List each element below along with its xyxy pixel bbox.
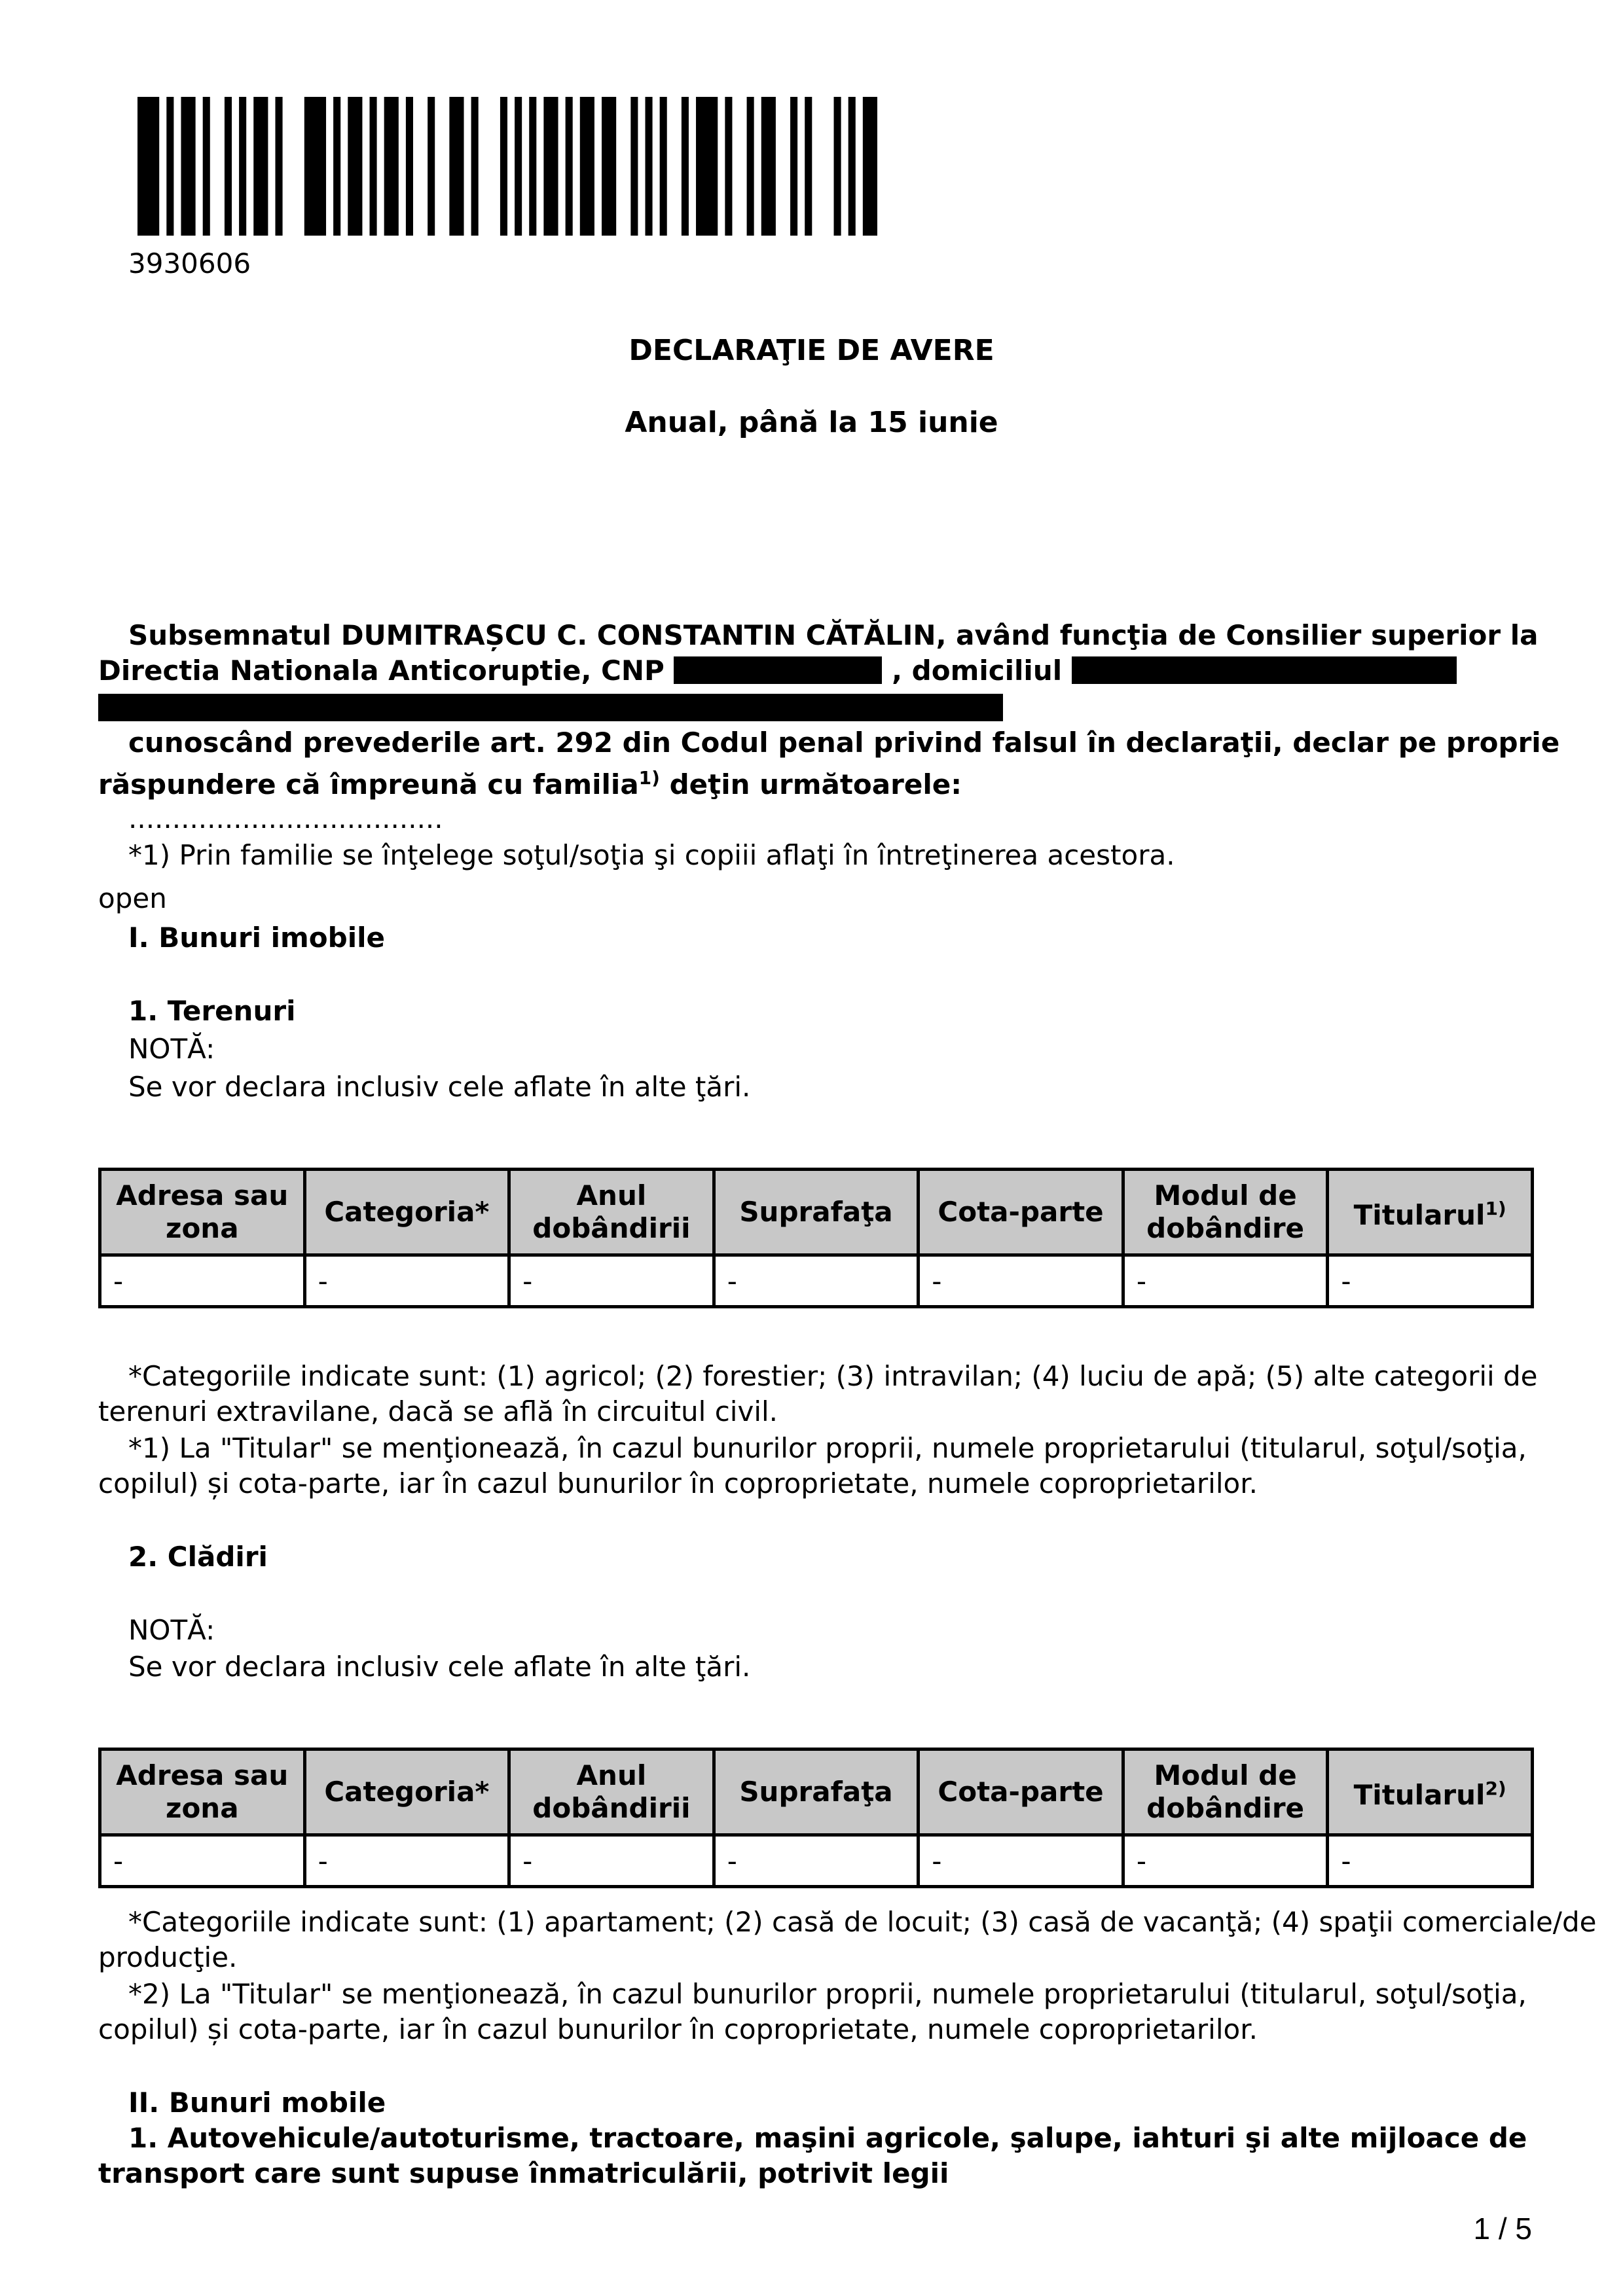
intro-line-3: cunoscând prevederile art. 292 din Codul penal privind falsul în declaraţii, declar pe proprie xyxy=(128,726,1560,759)
barcode-bar xyxy=(406,97,413,236)
barcode-bar xyxy=(543,97,558,236)
column-header: Adresa sau zona xyxy=(100,1749,305,1835)
table-cell: - xyxy=(919,1835,1123,1887)
barcode-bar xyxy=(225,97,232,236)
barcode-bar xyxy=(304,97,326,236)
table-cell: - xyxy=(100,1255,305,1307)
terenuri-note-text: Se vor declara inclusiv cele aflate în alte ţări. xyxy=(128,1071,751,1103)
cladiri-categories-footnote: *Categoriile indicate sunt: (1) apartament; (2) casă de locuit; (3) casă de vacanţă; (4) spaţii comerciale/de xyxy=(128,1906,1597,1938)
barcode-bar xyxy=(747,97,754,236)
barcode-bar xyxy=(645,97,652,236)
barcode-bar xyxy=(275,97,282,236)
barcode-bar xyxy=(471,97,479,236)
barcode-bar xyxy=(253,97,268,236)
cladiri-titular-footnote: *2) La "Titular" se menţionează, în cazul bunurilor proprii, numele proprietarului (titularul, soţul/soţia, xyxy=(128,1978,1527,2010)
column-header: Suprafaţa xyxy=(714,1749,919,1835)
barcode-bar xyxy=(348,97,362,236)
open-marker: open xyxy=(98,882,167,914)
column-header: Cota-parte xyxy=(919,1170,1123,1255)
table-cell: - xyxy=(100,1835,305,1887)
barcode-bar xyxy=(515,97,522,236)
barcode-bar xyxy=(449,97,464,236)
column-header: Anul dobândirii xyxy=(509,1170,714,1255)
column-header: Modul de dobândire xyxy=(1123,1170,1328,1255)
vehicles-heading: 1. Autovehicule/autoturisme, tractoare, maşini agricole, şalupe, iahturi şi alte mijloace de xyxy=(128,2122,1527,2154)
intro-line-4 xyxy=(98,761,962,802)
intro-line-1: Subsemnatul DUMITRAȘCU C. CONSTANTIN CĂTĂLIN, având funcţia de Consilier superior la xyxy=(128,619,1539,651)
table-cell: - xyxy=(304,1255,509,1307)
redacted-domicile-continued xyxy=(98,694,1003,721)
intro-line-4-end: deţin următoarele: xyxy=(669,768,962,800)
barcode-bar xyxy=(333,97,340,236)
barcode-bar xyxy=(370,97,377,236)
cladiri-heading: 2. Clădiri xyxy=(128,1541,268,1573)
vehicles-heading-cont: transport care sunt supuse înmatriculării, potrivit legii xyxy=(98,2157,949,2189)
column-header: Suprafaţa xyxy=(714,1170,919,1255)
column-header-titular: Titularul$^{1)}$ xyxy=(1328,1170,1533,1255)
column-header: Cota-parte xyxy=(919,1749,1123,1835)
intro-line-2 xyxy=(98,653,1457,689)
terenuri-titular-footnote-cont: copilul) și cota-parte, iar în cazul bunurilor în coproprietate, numele coproprietarilor. xyxy=(98,1467,1258,1499)
column-header: Categoria* xyxy=(304,1749,509,1835)
document-title: DECLARAŢIE DE AVERE xyxy=(629,334,994,367)
barcode-bar xyxy=(566,97,573,236)
cladiri-note-text: Se vor declara inclusiv cele aflate în alte ţări. xyxy=(128,1651,751,1683)
table-row xyxy=(100,1255,1533,1307)
barcode-bar xyxy=(761,97,776,236)
column-header-titular: Titularul$^{2)}$ xyxy=(1328,1749,1533,1835)
table-cell: - xyxy=(304,1835,509,1887)
barcode-bar xyxy=(696,97,718,236)
barcode-bar xyxy=(166,97,173,236)
dotted-line: .................................... xyxy=(128,802,443,834)
redacted-cnp xyxy=(674,656,882,684)
column-header: Adresa sau zona xyxy=(100,1170,305,1255)
barcode-bar xyxy=(834,97,841,236)
barcode-bar xyxy=(181,97,195,236)
barcode-bar xyxy=(725,97,732,236)
table-cell: - xyxy=(1328,1255,1533,1307)
barcode-bar xyxy=(500,97,507,236)
table-cell: - xyxy=(1123,1255,1328,1307)
barcode-bar xyxy=(602,97,616,236)
column-header: Modul de dobândire xyxy=(1123,1749,1328,1835)
table-cell: - xyxy=(714,1255,919,1307)
table-row xyxy=(100,1835,1533,1887)
terenuri-categories-footnote-cont: terenuri extravilane, dacă se află în circuitul civil. xyxy=(98,1395,778,1427)
table-header-row xyxy=(100,1170,1533,1255)
terenuri-table xyxy=(98,1168,1534,1308)
barcode xyxy=(137,97,877,236)
barcode-bar xyxy=(203,97,210,236)
barcode-bar xyxy=(790,97,797,236)
family-footnote: *1) Prin familie se înţelege soţul/soţia şi copiii aflaţi în întreţinerea acestora. xyxy=(128,839,1175,871)
barcode-bar xyxy=(384,97,399,236)
cladiri-categories-footnote-cont: producţie. xyxy=(98,1941,238,1973)
column-header: Categoria* xyxy=(304,1170,509,1255)
barcode-bar xyxy=(137,97,159,236)
column-header: Anul dobândirii xyxy=(509,1749,714,1835)
table-cell: - xyxy=(1328,1835,1533,1887)
intro-line-2-cnp-label: Directia Nationala Anticoruptie, CNP xyxy=(98,655,665,687)
redacted-domicile xyxy=(1072,656,1457,684)
table-cell: - xyxy=(509,1255,714,1307)
terenuri-heading: 1. Terenuri xyxy=(128,995,296,1027)
barcode-bar xyxy=(428,97,435,236)
barcode-bar xyxy=(682,97,689,236)
table-cell: - xyxy=(714,1835,919,1887)
terenuri-categories-footnote: *Categoriile indicate sunt: (1) agricol; (2) forestier; (3) intravilan; (4) luciu de apă; (5) alte categorii de xyxy=(128,1360,1538,1392)
footnote-ref: 1) xyxy=(638,767,660,789)
document-subtitle: Anual, până la 15 iunie xyxy=(625,406,998,439)
table-header-row xyxy=(100,1749,1533,1835)
section-2-heading: II. Bunuri mobile xyxy=(128,2087,386,2119)
barcode-bar xyxy=(580,97,594,236)
table-cell: - xyxy=(1123,1835,1328,1887)
table-cell: - xyxy=(919,1255,1123,1307)
intro-line-2-domicile-label: , domiciliul xyxy=(892,655,1063,687)
terenuri-nota: NOTĂ: xyxy=(128,1033,215,1065)
barcode-bar xyxy=(660,97,667,236)
terenuri-titular-footnote: *1) La "Titular" se menţionează, în cazul bunurilor proprii, numele proprietarului (titularul, soţul/soţia, xyxy=(128,1432,1527,1464)
barcode-bar xyxy=(805,97,812,236)
barcode-bar xyxy=(630,97,638,236)
barcode-bar xyxy=(239,97,246,236)
barcode-number: 3930606 xyxy=(128,247,251,279)
section-1-heading: I. Bunuri imobile xyxy=(128,922,386,954)
barcode-bar xyxy=(863,97,877,236)
intro-line-4-text: răspundere că împreună cu familia xyxy=(98,768,639,800)
cladiri-table xyxy=(98,1748,1534,1888)
cladiri-nota: NOTĂ: xyxy=(128,1614,215,1646)
page-number: 1 / 5 xyxy=(1473,2212,1532,2246)
barcode-bar xyxy=(848,97,856,236)
barcode-bar xyxy=(529,97,536,236)
table-cell: - xyxy=(509,1835,714,1887)
cladiri-titular-footnote-cont: copilul) și cota-parte, iar în cazul bunurilor în coproprietate, numele coproprietarilor. xyxy=(98,2013,1258,2045)
